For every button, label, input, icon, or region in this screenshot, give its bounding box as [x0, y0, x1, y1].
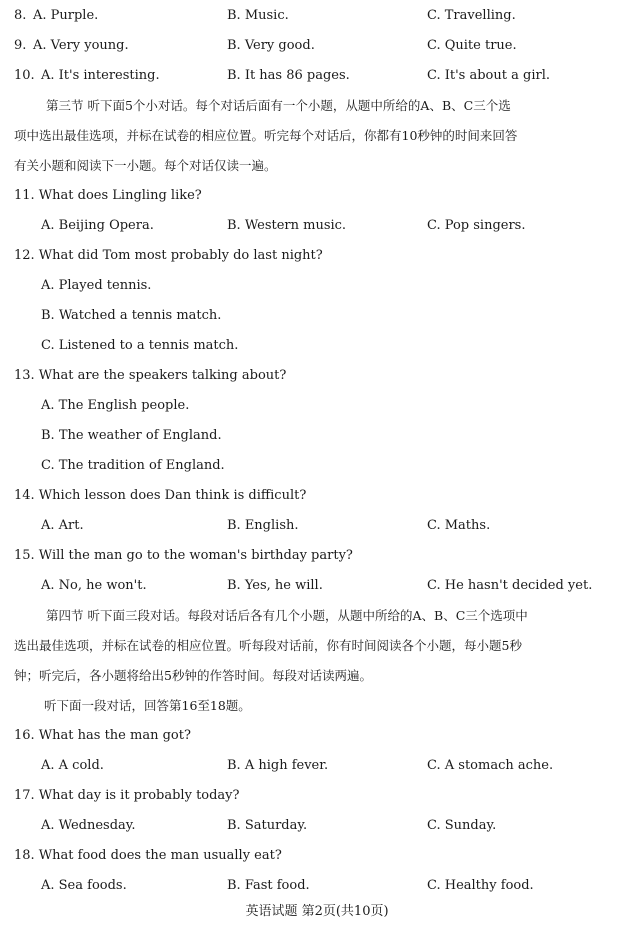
option-c: C. Sunday.	[427, 818, 497, 833]
question-15	[0, 541, 634, 571]
option-c: C. It's about a girl.	[427, 68, 550, 83]
question-8	[0, 1, 634, 31]
option-a: A. No, he won't.	[41, 578, 147, 593]
option-b: B. Fast food.	[227, 878, 310, 893]
question-12-option-c	[0, 331, 634, 361]
option-a: A. Very young.	[33, 38, 129, 53]
question-18-options	[0, 871, 634, 901]
option-b: B. Watched a tennis match.	[41, 308, 222, 323]
option-b: B. A high fever.	[227, 758, 329, 773]
option-b: B. Very good.	[227, 38, 315, 53]
question-text: 12. What did Tom most probably do last night?	[14, 248, 323, 263]
question-number: 8.	[14, 8, 27, 23]
option-b: B. Saturday.	[227, 818, 308, 833]
option-b: B. Western music.	[227, 218, 347, 233]
option-a: A. Purple.	[33, 8, 99, 23]
option-c: C. Travelling.	[427, 8, 516, 23]
option-a: A. Played tennis.	[41, 278, 152, 293]
question-14-options	[0, 511, 634, 541]
question-12-option-a	[0, 271, 634, 301]
section-3-instructions: 第三节 听下面5个小对话。每个对话后面有一个小题，从题中所给的A、B、C三个选 项中选出最佳选项，并标在试卷的相应位置。听完每个对话后，你都有10秒钟的时间来回答 有关小题和阅读下一小题。每个对话仅读一遍。	[14, 98, 518, 173]
question-11-options	[0, 211, 634, 241]
question-text: 15. Will the man go to the woman's birthday party?	[14, 548, 353, 563]
option-b: B. Music.	[227, 8, 289, 23]
intro-text: 听下面一段对话，回答第16至18题。	[44, 698, 251, 713]
question-13-option-a	[0, 391, 634, 421]
section-4-instructions: 第四节 听下面三段对话。每段对话后各有几个小题，从题中所给的A、B、C三个选项中 选出最佳选项，并标在试卷的相应位置。听每段对话前，你有时间阅读各个小题，每小题5秒 钟；听完后，各小题将给出5秒钟的作答时间。每段对话读两遍。	[14, 608, 528, 683]
option-a: A. The English people.	[41, 398, 190, 413]
option-b: B. Yes, he will.	[227, 578, 323, 593]
question-number: 9.	[14, 38, 27, 53]
option-a: A. Beijing Opera.	[41, 218, 154, 233]
option-a: A. It's interesting.	[41, 68, 160, 83]
question-text: 18. What food does the man usually eat?	[14, 848, 282, 863]
option-b: B. English.	[227, 518, 299, 533]
question-13-option-c	[0, 451, 634, 481]
question-12-option-b	[0, 301, 634, 331]
question-11	[0, 181, 634, 211]
question-13-option-b	[0, 421, 634, 451]
question-text: 11. What does Lingling like?	[14, 188, 202, 203]
option-c: C. He hasn't decided yet.	[427, 578, 593, 593]
dialogue-intro	[0, 691, 634, 721]
question-text: 17. What day is it probably today?	[14, 788, 240, 803]
question-text: 14. Which lesson does Dan think is difficult?	[14, 488, 307, 503]
option-a: A. Wednesday.	[41, 818, 136, 833]
question-17-options	[0, 811, 634, 841]
option-c: C. The tradition of England.	[41, 458, 225, 473]
page-footer: 英语试题 第2页(共10页)	[245, 904, 389, 919]
question-number: 10.	[14, 68, 35, 83]
option-b: B. It has 86 pages.	[227, 68, 350, 83]
option-c: C. Listened to a tennis match.	[41, 338, 239, 353]
option-a: A. Sea foods.	[41, 878, 127, 893]
question-9	[0, 31, 634, 61]
question-text: 13. What are the speakers talking about?	[14, 368, 287, 383]
question-16	[0, 721, 634, 751]
question-15-options	[0, 571, 634, 601]
option-a: A. Art.	[41, 518, 84, 533]
question-16-options	[0, 751, 634, 781]
option-b: B. The weather of England.	[41, 428, 222, 443]
question-12	[0, 241, 634, 271]
question-text: 16. What has the man got?	[14, 728, 191, 743]
question-17	[0, 781, 634, 811]
option-c: C. Quite true.	[427, 38, 517, 53]
question-13	[0, 361, 634, 391]
option-c: C. Healthy food.	[427, 878, 534, 893]
option-c: C. Pop singers.	[427, 218, 526, 233]
option-c: C. A stomach ache.	[427, 758, 554, 773]
question-18	[0, 841, 634, 871]
question-14	[0, 481, 634, 511]
question-10	[0, 61, 634, 91]
option-a: A. A cold.	[41, 758, 104, 773]
option-c: C. Maths.	[427, 518, 491, 533]
